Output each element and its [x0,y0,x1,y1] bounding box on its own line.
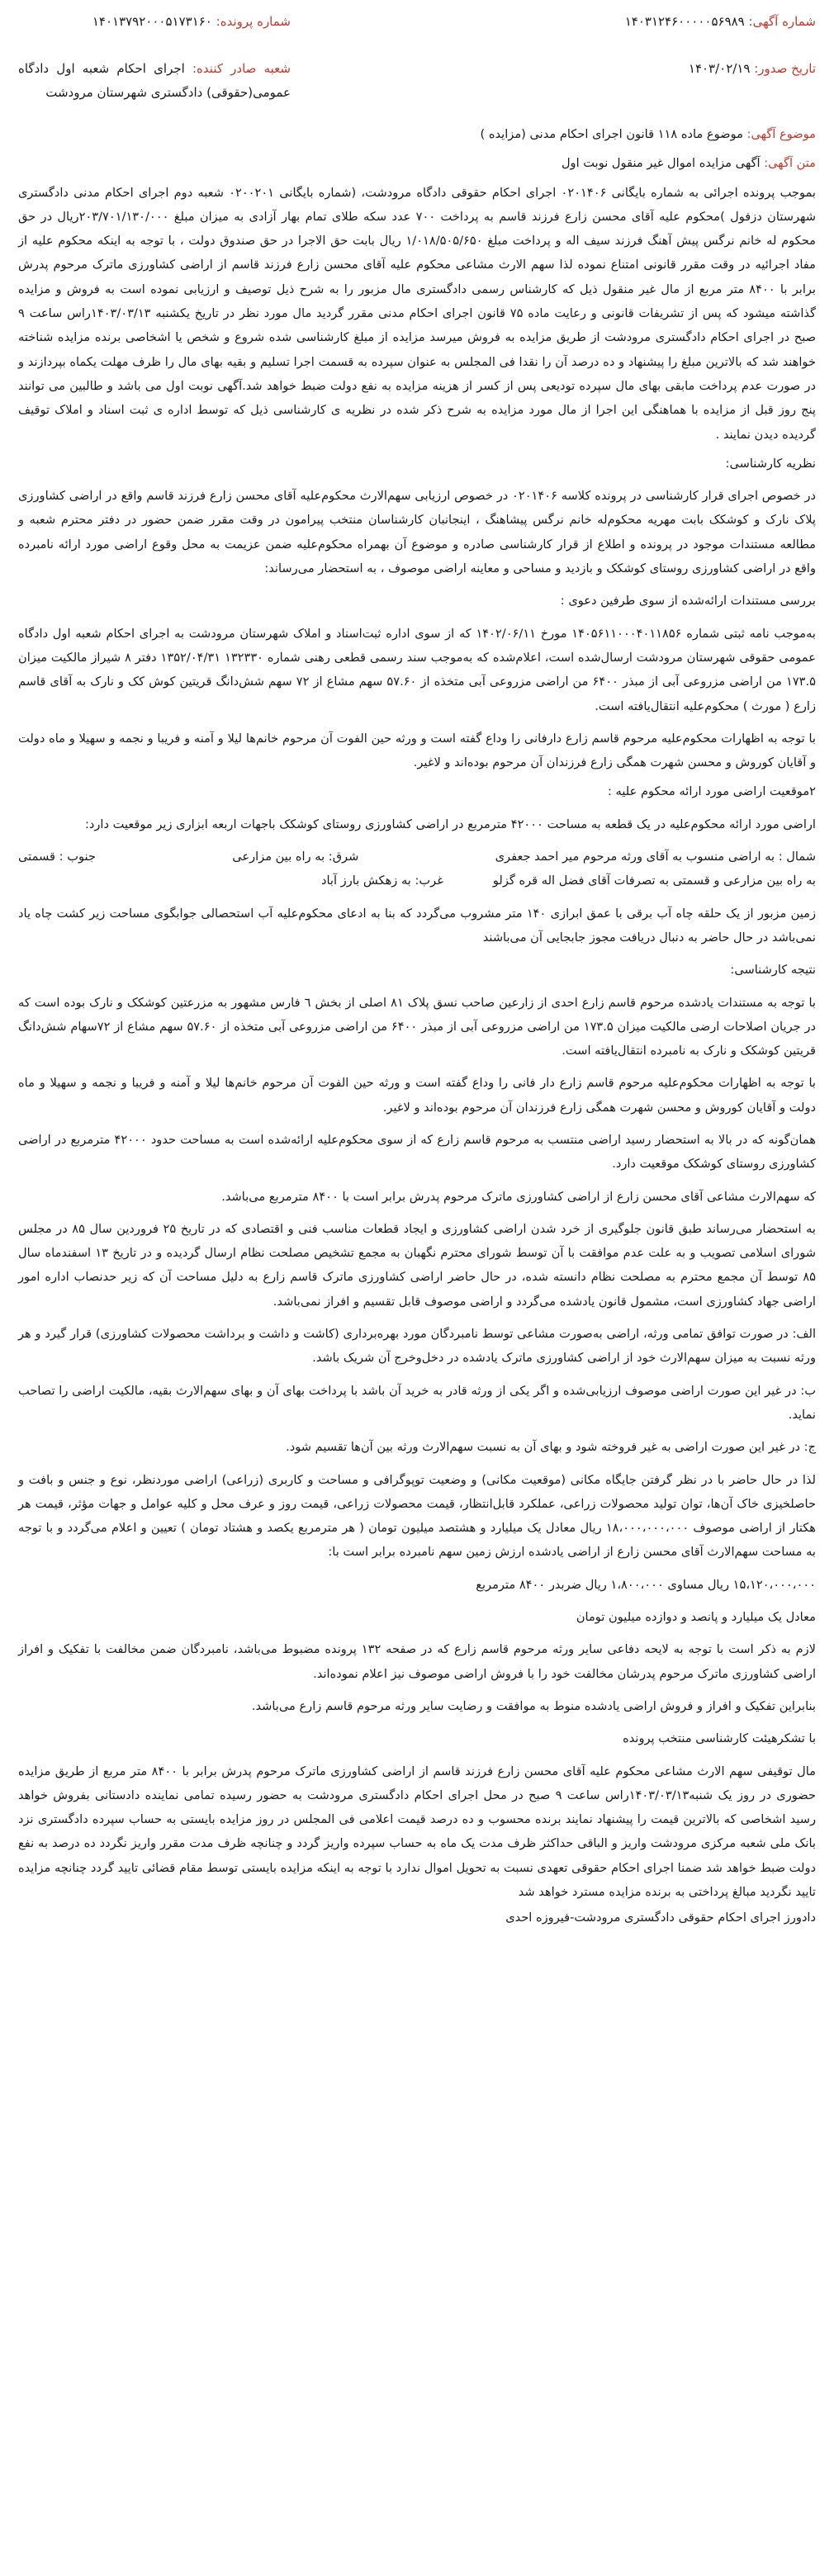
objection-paragraph: لازم به ذکر است با توجه به لایحه دفاعی سایر ورثه مرحوم قاسم زارع که در صفحه ۱۳۲ پرونده مضبوط می‌باشد، نامبردگان ضمن مخالفت با تفکیک و افراز اراضی کشاورزی ماترک مرحوم پدرشان مخالفت خود را با فروش اراضی موصوف نیز اعلام نموده‌اند. [18,1642,816,1681]
case-number-value: ۱۴۰۱۳۷۹۲۰۰۰۵۱۷۳۱۶۰ [92,14,212,29]
case-number-row [18,10,291,34]
boundary-south-rest: به راه بین مزارعی و قسمتی به تصرفات آقای فضل اله قره گزلو [492,874,816,888]
expert-result-title: نتیجه کارشناسی: [730,963,816,978]
share-paragraph: که سهم‌الارث مشاعی آقای محسن زارع از اراضی کشاورزی ماترک مرحوم پدرش برابر است با ۸۴۰۰ مترمربع می‌باشد. [221,1189,816,1204]
text-label: متن آگهی: [764,156,816,171]
notice-number-label: شماره آگهی: [748,14,816,29]
issuing-branch-value: اجرای احکام شعبه اول دادگاه عمومی(حقوقی) دادگستری شهرستان مرودشت [18,61,291,100]
text-title: آگهی مزایده اموال غیر منقول نوبت اول [561,156,761,171]
law-paragraph: به استحضار می‌رساند طبق قانون جلوگیری از خرد شدن اراضی کشاورزی و ایجاد قطعات مناسب فنی و اقتصادی که در تاریخ ۲۵ فروردین سال ۸۵ در مجلس شورای اسلامی تصویب و به علت عدم موافقت با آن توسط شورای محترم نگهبان به مجمع تشخیص مصلحت نظام ارسال گردیده و در تاریخ ۱۳ اسفندماه سال ۸۵ توسط آن مجمع محترم به مصلحت نظام دانسته شده، در حال حاضر اراضی کشاورزی ماترک قاسم زارع به دلیل مساحت آن که زیر حدنصاب اداره امور اراضی جهاد کشاورزی است، مشمول قانون یادشده می‌گردد و اراضی موصوف قابل تقسیم و افراز نمی‌باشد. [18,1221,816,1309]
heirs-paragraph: با توجه به اظهارات محکوم‌علیه مرحوم قاسم زارع دارفانی را وداع گفته است و ورثه حین الفوت آن مرحوم خانم‌ها لیلا و آمنه و فریبا و نجمه و سهیلا و ماه دولت و آقایان کوروش و محسن شهرت همگی زارع فرزندان آن مرحوم بوده‌اند و لاغیر. [18,731,816,770]
well-paragraph: زمین مزبور از یک حلقه چاه آب برقی با عمق ابرازی ۱۴۰ متر مشروب می‌گردد که بنا به ادعای محکوم‌علیه آب استحصالی جوابگوی مساحت زیر کشت چاه یاد نمی‌باشد در حال حاضر به دنبال دریافت مجوز جابجایی آن می‌باشند [18,906,817,945]
conclusion-paragraph: بنابراین تفکیک و افراز و فروش اراضی یادشده منوط به موافقت و رضایت سایر ورثه مرحوم قاسم زارع می‌باشد. [251,1698,816,1713]
location-paragraph: اراضی مورد ارائه محکوم‌علیه در یک قطعه به مساحت ۴۲۰۰۰ مترمربع در اراضی کشاورزی روستای کوشکک باجهات اربعه ابزاری زیر موقعیت دارد: [84,817,816,831]
boundary-north: شمال : به اراضی منسوب به آقای ورثه مرحوم میر احمد جعفری [495,850,816,864]
registry-paragraph: به‌موجب نامه ثبتی شماره ۱۴۰۵۶۱۱۰۰۰۴۰۱۱۸۵۶ مورخ ۱۴۰۲/۰۶/۱۱ که از سوی اداره ثبت‌اسناد و املاک شهرستان مرودشت به اجرای احکام شعبه اول دادگاه عمومی حقوقی شهرستان مرودشت ارسال‌شده است، اعلام‌شده که به‌موجب سند رسمی قطعی رهنی شماره ۱۳۲۳۳۰ ۱۳۵۲/۰۴/۳۱ دفتر ۸ شیراز مالکیت میزان ۱۷۳.۵ من اراضی مزروعی آبی از مبذر ۶۴۰۰ من اراضی مزروعی آبی متخذه از ۵۷.۶۰ سهم مشاع از ۷۲ سهم شش‌دانگ قریتین کوش کک و نارک به آقای قاسم زارع ( مورث ) محکوم‌علیه انتقال‌یافته است. [18,626,816,713]
result-paragraph-2: با توجه به اظهارات محکوم‌علیه مرحوم قاسم زارع دار فانی را وداع گفته است و ورثه حین الفوت آن مرحوم خانم‌ها لیلا و آمنه و فریبا و نجمه و سهیلا و ماه دولت و آقایان کوروش و محسن شهرت همگی زارع فرزندان آن مرحوم بوده‌اند و لاغیر. [18,1076,816,1115]
subject-value: موضوع ماده ۱۱۸ قانون اجرای احکام مدنی (مزایده ) [480,127,743,141]
signature: دادورز اجرای احکام حقوقی دادگستری مرودشت-فیروزه احدی [505,1911,816,1925]
subject-label: موضوع آگهی: [746,127,816,141]
issuing-branch-label: شعبه صادر کننده: [192,61,291,76]
notice-number-value: ۱۴۰۳۱۲۴۶۰۰۰۰۰۵۶۹۸۹ [624,14,745,29]
location-title: ۲موقعیت اراضی مورد ارائه محکوم علیه : [608,784,816,799]
option-a: الف: در صورت توافق تمامی ورثه، اراضی به‌صورت مشاعی توسط نامبردگان مورد بهره‌برداری (کاشت و داشت و برداشت محصولات کشاورزی) قرار گیرد و هر ورثه نسبت به میزان سهم‌الارث خود از اراضی کشاورزی ماترک یادشده در دخل‌وخرج آن شریک باشد. [18,1327,816,1366]
issue-date-row [552,57,816,81]
issuing-branch-row [18,57,291,105]
valuation-calculation: ۱۵،۱۲۰،۰۰۰،۰۰۰ ریال مساوی ۱،۸۰۰،۰۰۰ ریال ضربدر ۸۴۰۰ مترمربع [476,1577,816,1592]
documents-review-title: بررسی مستندات ارائه‌شده از سوی طرفین دعوی : [560,594,816,608]
notice-number-row [552,10,816,34]
notice-header [18,10,816,119]
auction-paragraph: بموجب پرونده اجرائی به شماره بایگانی ۰۲۰۱۴۰۶ اجرای احکام حقوقی دادگاه مرودشت، (شماره بایگانی ۰۲۰۰۲۰۱ شعبه دوم اجرای احکام مدنی دادگستری شهرستان دزفول )محکوم علیه آقای محسن زارع فرزند قاسم به پرداخت ۷۰۰ عدد سکه طلای تمام بهار آزادی به میزان مبلغ ۲۰۳/۷۰۱/۱۳۰/۰۰۰ریال در حق محکوم له خانم نرگس پیش آهنگ فرزند سیف اله و پرداخت مبلغ ۱/۰۱۸/۵۰۵/۶۵۰ ریال بابت حق الاجرا در حق صندوق دولت ، با توجه به اینکه محکوم علیه از مفاد اجرائیه در وقت مقرر قانونی امتناع نموده لذا سهم الارث مشاعی محکوم علیه آقای محسن زارع فرزند قاسم از اراضی کشاورزی ماترک مرحوم پدرش برابر با ۸۴۰۰ متر مربع از مال غیر منقول ذیل که کارشناس رسمی دادگستری مال مزبور را به شرح ذیل توصیف و ارزیابی نموده است به فروش و مزایده گذاشته میشود که پس از تشریفات قانونی و رعایت ماده ۷۵ قانون اجرای احکام مدنی مقرر گردید مال مورد نظر در تاریخ یکشنبه ۱۴۰۳/۰۳/۱۳راس ساعت ۹ صبح در اجرای احکام دادگستری مرودشت از طریق مزایده به فروش میرسد مزایده از مبلغ کارشناسی شده شروع و شخص یا اشخاصی برنده مزایده شناخته خواهند شد که بالاترین مبلغ را پیشنهاد و ده درصد آن را نقدا فی المجلس به عنوان سپرده به قسمت اجرا تسلیم و بقیه بهای مال را ظرف مهلت یکماه بپردازند و در صورت عدم پرداخت مابقی بهای مال سپرده تودیعی پس از کسر از هزینه مزایده به نفع دولت ضبط خواهد شد.آگهی نوبت اول می باشد و طالبین می توانند پنج روز قبل از مزایده با هماهنگی این اجرا از مال مورد مزایده به شرح ذکر شده در نظریه ی کارشناسی ذیل که توسط اداره ی ثبت اسناد و املاک توقیف گردیده دیدن نمایند . [18,185,816,442]
result-paragraph-3: همان‌گونه که در بالا به استحضار رسید اراضی منتسب به مرحوم قاسم زارع که از سوی محکوم‌علیه ارائه‌شده است به مساحت حدود ۴۲۰۰۰ مترمربع در اراضی کشاورزی روستای کوشکک موقعیت دارد. [18,1132,816,1172]
notice-subject [18,122,816,146]
boundary-east: شرق: به راه بین مزارعی [232,850,359,864]
header-right-column [552,10,816,81]
valuation-paragraph: لذا در حال حاضر با در نظر گرفتن جایگاه مکانی (موقعیت مکانی) و وضعیت توپوگرافی و مساحت و کاربری (زراعی) اراضی موردنظر، نوع و جنس و بافت و حاصلخیزی خاک آن‌ها، توان تولید محصولات زراعی، عملکرد قابل‌انتظار، قیمت محصولات زراعی، قیمت روز و عرف محل و کلیه عوامل و جهات مؤثر، قیمت هر هکتار از اراضی موصوف ۱۸،۰۰۰،۰۰۰،۰۰۰ ریال معادل یک میلیارد و هشتصد میلیون تومان ( هر مترمربع یکصد و هشتاد تومان ) تعیین و اعلام می‌گردد و با توجه به مساحت سهم‌الارث آقای محسن زارع از اراضی یادشده ارزش زمین سهم نامبرده برابر است با: [18,1472,816,1560]
expert-intro-paragraph: در خصوص اجرای قرار کارشناسی در پرونده کلاسه ۰۲۰۱۴۰۶ در خصوص ارزیابی سهم‌الارث محکوم‌علیه آقای محسن زارع فرزند قاسم واقع در اراضی کشاورزی پلاک نارک و کوشکک بابت مهریه محکوم‌له خانم نرگس پیشاهنگ ، اینجانبان کارشناسان منتخب پیرامون در وقت مقرر ضمن حضور در دفتر محترم شعبه و مطالعه مستندات موجود در پرونده و اطلاع از قرار کارشناسی صادره و موضوع آن بهمراه محکوم‌علیه ضمن عزیمت به محل وقوع اراضی مورد ارائه نامبرده واقع در اراضی کشاورزی روستای کوشکک و بازدید و مساحی و معاینه اراضی موصوف ، به استحضار می‌رساند: [18,489,816,576]
boundaries-row-1 [18,845,816,869]
option-b: ب: در غیر این صورت اراضی موصوف ارزیابی‌شده و اگر یکی از ورثه قادر به خرید آن باشد با پرداخت بهای آن و بهای سهم‌الارث بقیه، مالکیت اراضی را تصاحب نماید. [18,1383,816,1422]
issue-date-value: ۱۴۰۳/۰۲/۱۹ [688,61,751,76]
boundary-south: جنوب : قسمتی [18,850,96,864]
thanks-line: با تشکرهیئت کارشناسی منتخب پرونده [623,1731,816,1746]
boundaries-row-2 [18,869,816,893]
issue-date-label: تاریخ صدور: [754,61,816,76]
case-number-label: شماره پرونده: [216,14,291,29]
expert-theory-title: نظریه کارشناسی: [725,456,816,471]
auction-terms-paragraph: مال توقیفی سهم الارث مشاعی محکوم علیه آقای محسن زارع فرزند قاسم از اراضی کشاورزی ماترک مرحوم پدرش برابر با ۸۴۰۰ متر مربع از طریق مزایده حضوری در روز یک شنبه۱۴۰۳/۰۳/۱۳راس ساعت ۹ صبح در محل اجرای احکام دادگستری مرودشت به حضور رسیده تمامی نماینده دادستانی بفروش خواهد رسید اشخاصی که بالاترین قیمت را پیشنهاد نمایند برنده محسوب و ده درصد قیمت اعلامی فی المجلس در روز مزایده بایستی به حساب سپرده دادگستری نزد بانک ملی شعبه مرکزی مرودشت واریز و الباقی حداکثر ظرف مدت یک ماه به حساب سپرده واریز گردد و چنانچه ظرف مدت مقرر واریز نگردد ده درصد به نفع دولت ضبط خواهد شد ضمنا اجرای احکام حقوقی تعهدی نسبت به تحویل اموال ندارد با توجه به اینکه مزایده بایستی توسط مقام قضائی تایید گردد چنانچه مزایده تایید نگردید مبالغ پرداختی به برنده مزایده مسترد خواهد شد [18,1764,816,1899]
result-paragraph-1: با توجه به مستندات یادشده مرحوم قاسم زارع احدی از زارعین صاحب نسق پلاک ۸۱ اصلی از بخش ٦ فارس مشهور به مزرعتین کوشکک و نارک بوده است که در جریان اصلاحات ارضی مالکیت میزان ۱۷۳.۵ من اراضی مزروعی آبی از مبذر ۶۴۰۰ من اراضی مزروعی آبی متخذه از ۵۷.۶۰ سهم مشاع از ۷۲سهام شش‌دانگ قریتین کوشکک و نارک به نامبرده انتقال‌یافته است. [18,995,816,1058]
option-c: ج: در غیر این صورت اراضی به غیر فروخته شود و بهای آن به نسبت سهم‌الارث ورثه بین آن‌ها تقسیم شود. [286,1440,816,1455]
notice-text-header [18,151,816,175]
header-left-column [18,10,291,105]
boundary-west: غرب: به زهکش بارز آباد [320,874,443,888]
valuation-equivalent: معادل یک میلیارد و پانصد و دوازده میلیون تومان [576,1610,816,1625]
